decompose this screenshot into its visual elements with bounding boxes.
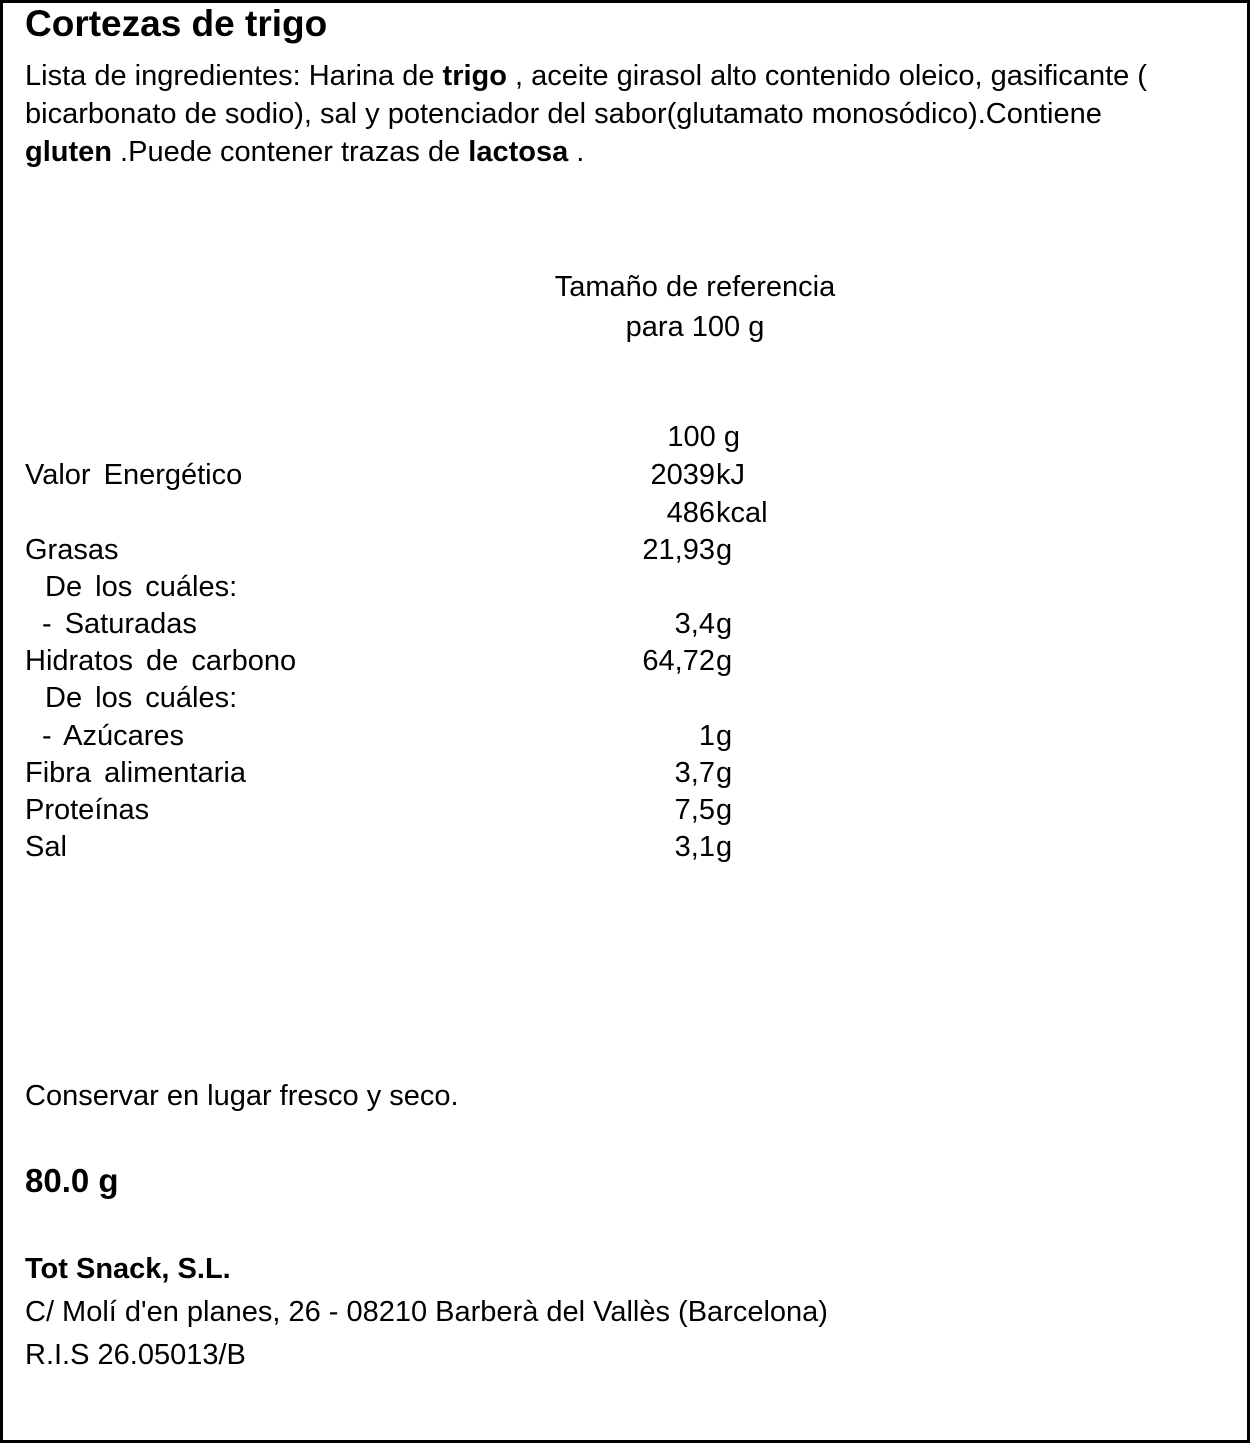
reference-size-line2: para 100 g <box>625 311 765 343</box>
nutrient-label: Hidratos de carbono <box>25 645 297 677</box>
nutrient-unit: g <box>716 757 733 789</box>
reference-size-line1: Tamaño de referencia <box>554 271 836 303</box>
nutrient-unit: g <box>716 645 733 677</box>
ingredients-segment: , aceite girasol alto contenido oleico, gasificante ( bicarbonato de sodio), sal y potenciador del sabor(glutamato monosódico).Contiene <box>25 60 1147 130</box>
storage-instructions: Conservar en lugar fresco y seco. <box>25 1080 459 1112</box>
ingredients-text <box>25 57 1175 171</box>
column-header: 100 g <box>667 421 740 453</box>
nutrient-value: 1 <box>698 720 715 752</box>
nutrient-value: 3,1 <box>674 831 715 863</box>
nutrient-value: 7,5 <box>674 794 715 826</box>
allergen-highlight: lactosa <box>468 136 569 168</box>
energy-kj-unit: kJ <box>716 459 745 491</box>
nutrient-label: Proteínas <box>25 794 150 826</box>
nutrient-label: Fibra alimentaria <box>25 757 246 789</box>
registry-number: R.I.S 26.05013/B <box>25 1339 246 1371</box>
nutrient-value: 3,4 <box>674 608 715 640</box>
ingredients-segment: . <box>568 136 585 168</box>
nutrient-label: Grasas <box>25 534 119 566</box>
nutrient-unit: g <box>716 534 733 566</box>
allergen-highlight: trigo <box>442 60 507 92</box>
energy-kcal-value: 486 <box>666 497 715 529</box>
energy-kj-value: 2039 <box>650 459 715 491</box>
company-address: C/ Molí d'en planes, 26 - 08210 Barberà del Vallès (Barcelona) <box>25 1296 828 1328</box>
ingredients-segment: .Puede contener trazas de <box>112 136 469 168</box>
nutrient-value: 64,72 <box>642 645 715 677</box>
nutrient-label: Sal <box>25 831 67 863</box>
net-weight: 80.0 g <box>25 1162 119 1199</box>
company-name: Tot Snack, S.L. <box>25 1253 231 1285</box>
nutrient-label: - Saturadas <box>42 608 197 640</box>
nutrient-value: 3,7 <box>674 757 715 789</box>
nutrient-unit: g <box>716 720 733 752</box>
nutrient-value: 21,93 <box>642 534 715 566</box>
nutrient-label: - Azúcares <box>42 720 184 752</box>
nutrient-unit: g <box>716 831 733 863</box>
nutrient-label: De los cuáles: <box>45 682 238 714</box>
energy-label: Valor Energético <box>25 459 243 491</box>
nutrient-unit: g <box>716 608 733 640</box>
ingredients-segment: Lista de ingredientes: Harina de <box>25 60 443 92</box>
product-title: Cortezas de trigo <box>25 3 328 44</box>
nutrient-label: De los cuáles: <box>45 571 238 603</box>
allergen-highlight: gluten <box>25 136 112 168</box>
nutrient-unit: g <box>716 794 733 826</box>
energy-kcal-unit: kcal <box>716 497 768 529</box>
